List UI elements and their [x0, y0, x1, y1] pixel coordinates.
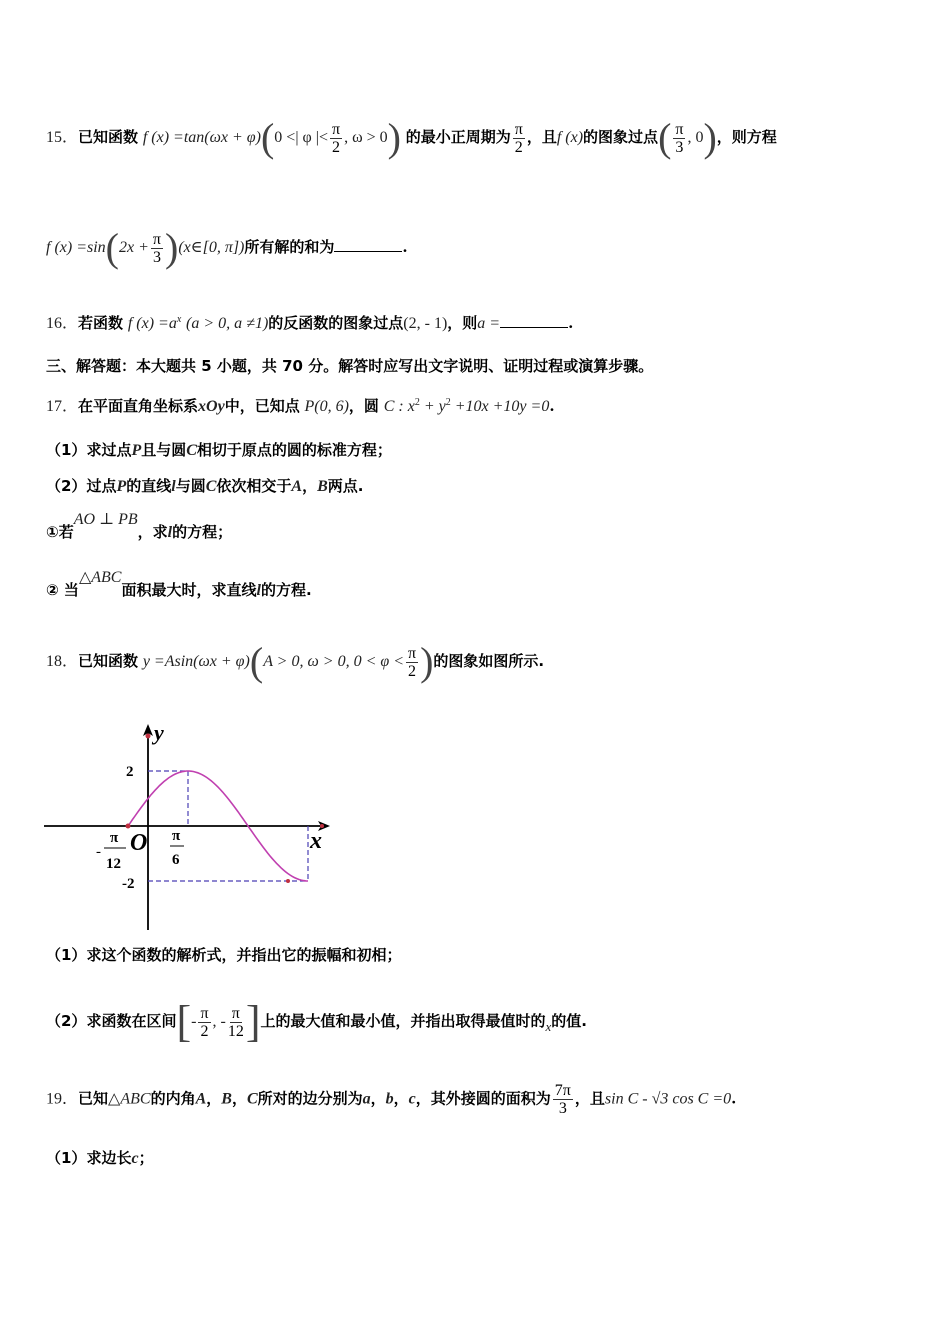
- x1-num: π: [110, 830, 119, 846]
- y-min-label: -2: [122, 876, 135, 892]
- q18-part2: （2）求函数在区间[- $\frac{\pi}{2}$ , - $\frac{\pi}{12}$ ]上的最大值和最小值，并指出取得最值时的x的值.: [46, 997, 587, 1046]
- q18-number: 18．: [46, 653, 79, 670]
- q15-equation: f (x) =sin: [46, 239, 106, 256]
- end-point: [286, 879, 290, 883]
- q18-function: y =Asin(ωx + φ): [142, 653, 250, 670]
- q16: 16．若函数 f $(x) =a^x$ (a > 0, a ≠1)的反函数的图象过点(2, - 1)，则a = .: [46, 314, 574, 332]
- q19-number: 19．: [46, 1090, 79, 1108]
- x2-den: 6: [172, 852, 180, 868]
- q17-sub2: ② 当△ABC面积最大时，求直线l的方程.: [46, 569, 312, 599]
- q18-stem: 18．已知函数 y =Asin(ωx + φ)(A > 0, ω > 0, 0 < φ < $\frac{\pi}{2}$ )的图象如图所示.: [46, 639, 545, 684]
- start-point: [126, 824, 131, 829]
- q17-part1: （1）求过点P且与圆C相切于原点的圆的标准方程；: [46, 441, 392, 459]
- x-axis-label: x: [310, 828, 322, 854]
- q17-number: 17．: [46, 398, 79, 415]
- q17-stem: 17．在平面直角坐标系xOy中，已知点 P(0, 6)，圆 C : $x^2 + y^2 +10x +10y =0$.: [46, 397, 555, 415]
- sine-graph: [40, 718, 340, 938]
- q16-function: f (x) =a: [127, 315, 177, 332]
- x1-den: 12: [106, 856, 121, 872]
- q18-part1: （1）求这个函数的解析式，并指出它的振幅和初相；: [46, 946, 402, 964]
- origin-label: O: [130, 830, 148, 856]
- q19-stem: 19．已知△ABC的内角A，B，C所对的边分别为a，b，c，其外接圆的面积为 $\frac{7\pi}{3}$ ，且sin C - √3 cos C =0.: [46, 1082, 737, 1117]
- answer-blank[interactable]: [334, 237, 402, 252]
- y-max-label: 2: [126, 764, 134, 780]
- q15-line1: 15．已知函数 f (x) =tan(ωx + φ)(0 <| φ |< $\frac{\pi}{2}$ , ω > 0) 的最小正周期为 $\frac{\pi}{2}$ ，且f (x)的图象过点( $\frac{\pi}{3}$ , 0)，则方程: [46, 115, 777, 160]
- q16-point: (2, - 1): [403, 315, 448, 332]
- q17-sub1: ①若AO ⊥ PB，求l的方程；: [46, 511, 233, 541]
- y-axis-label: y: [154, 720, 164, 745]
- x2-num: π: [172, 828, 181, 844]
- answer-blank[interactable]: [500, 313, 568, 328]
- q15-line2: f (x) =sin(2x + $\frac{\pi}{3}$ )(x∈[0, π])所有解的和为 .: [46, 225, 408, 270]
- q17-circle: C : x: [383, 398, 415, 415]
- q19-part1: （1）求边长c；: [46, 1149, 154, 1167]
- q15-function: f (x) =tan(ωx + φ): [142, 129, 261, 146]
- q19-equation: sin C - √3 cos C =0: [604, 1090, 732, 1108]
- q15-number: 15．: [46, 129, 79, 146]
- q17-part2: （2）过点P的直线l与圆C依次相交于A，B两点.: [46, 477, 364, 495]
- y-axis-tip: [146, 734, 151, 739]
- section-heading: 三、解答题：本大题共 5 小题，共 70 分。解答时应写出文字说明、证明过程或演算步骤。: [46, 357, 654, 375]
- q16-number: 16．: [46, 315, 79, 332]
- x1-minus: -: [96, 844, 101, 860]
